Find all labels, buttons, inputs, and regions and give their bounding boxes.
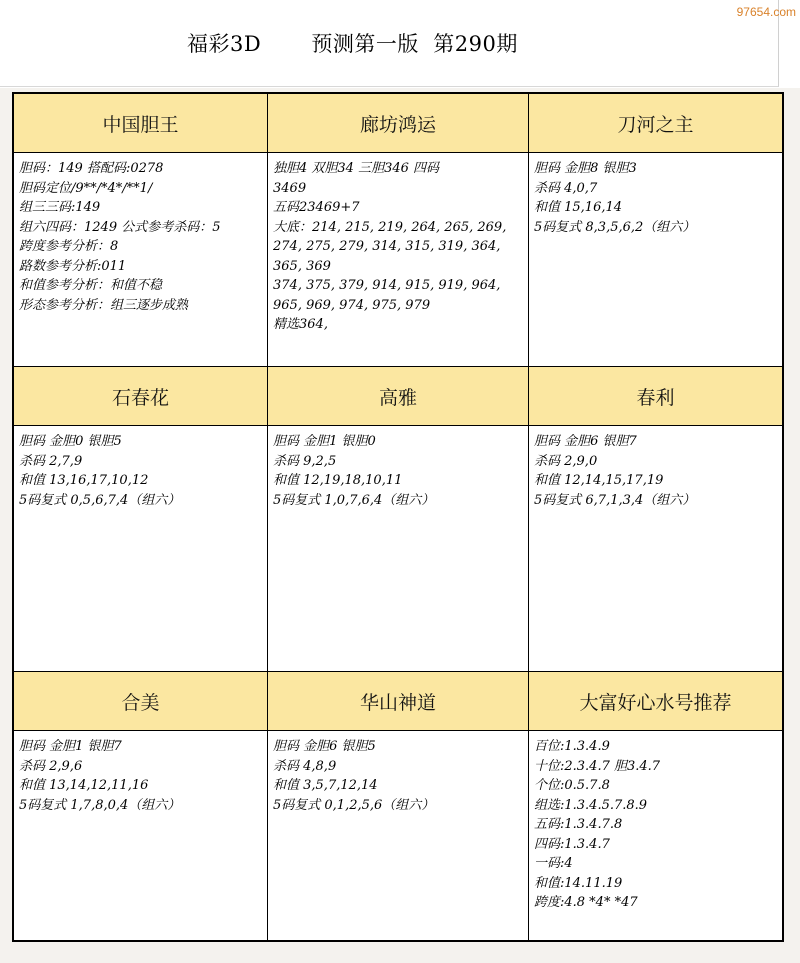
prediction-cell bbox=[268, 367, 529, 672]
prediction-line: 个位:0.5.7.8 bbox=[534, 778, 610, 793]
watermark: 97654.com bbox=[736, 5, 796, 19]
cell-title: 中国胆王 bbox=[14, 94, 267, 153]
prediction-line: 杀码 4,0,7 bbox=[534, 180, 598, 196]
prediction-line: 组选:1.3.4.5.7.8.9 bbox=[534, 797, 648, 813]
prediction-line: 路数参考分析:011 bbox=[19, 258, 127, 274]
prediction-line: 杀码 2,9,6 bbox=[19, 758, 83, 774]
cell-title: 合美 bbox=[14, 672, 267, 731]
prediction-line: 胆码 金胆0 银胆5 bbox=[19, 434, 122, 449]
prediction-line: 五码:1.3.4.7.8 bbox=[534, 817, 623, 832]
prediction-line: 跨度参考分析：8 bbox=[19, 239, 119, 254]
prediction-line: 跨度:4.8 *4* *47 bbox=[534, 895, 638, 910]
prediction-line: 5码复式 8,3,5,6,2（组六） bbox=[534, 219, 696, 235]
cell-body bbox=[529, 426, 782, 510]
prediction-line: 胆码 金胆1 银胆0 bbox=[273, 434, 376, 449]
prediction-line: 大底：214, 215, 219, 264, 265, 269, bbox=[273, 219, 507, 235]
cell-title: 大富好心水号推荐 bbox=[529, 672, 782, 731]
prediction-line: 5码复式 0,1,2,5,6（组六） bbox=[273, 797, 435, 813]
prediction-line: 和值 12,14,15,17,19 bbox=[534, 473, 664, 488]
prediction-line: 杀码 4,8,9 bbox=[273, 758, 337, 774]
prediction-line: 胆码 金胆6 银胆5 bbox=[273, 739, 376, 754]
prediction-line: 5码复式 1,0,7,6,4（组六） bbox=[273, 492, 435, 508]
prediction-line: 一码:4 bbox=[534, 856, 573, 871]
prediction-line: 精选364, bbox=[273, 317, 328, 332]
prediction-cell bbox=[268, 94, 529, 367]
prediction-line: 胆码 金胆6 银胆7 bbox=[534, 434, 637, 449]
cell-body bbox=[529, 731, 782, 913]
cell-title: 石春花 bbox=[14, 367, 267, 426]
prediction-line: 365, 369 bbox=[273, 258, 331, 274]
prediction-line: 和值 15,16,14 bbox=[534, 200, 623, 215]
prediction-line: 965, 969, 974, 975, 979 bbox=[273, 297, 431, 313]
prediction-grid bbox=[12, 92, 784, 942]
prediction-line: 杀码 9,2,5 bbox=[273, 453, 337, 469]
prediction-line: 274, 275, 279, 314, 315, 319, 364, bbox=[273, 239, 501, 254]
header-box bbox=[0, 0, 779, 87]
prediction-line: 和值 13,14,12,11,16 bbox=[19, 778, 149, 793]
cell-title: 华山神道 bbox=[268, 672, 528, 731]
cell-body bbox=[14, 731, 267, 815]
prediction-cell bbox=[14, 94, 268, 367]
prediction-line: 5码复式 0,5,6,7,4（组六） bbox=[19, 492, 181, 508]
prediction-line: 独胆4 双胆34 三胆346 四码 bbox=[273, 161, 440, 176]
cell-body bbox=[268, 731, 528, 815]
prediction-line: 胆码 金胆1 银胆7 bbox=[19, 739, 122, 754]
prediction-line: 组三三码:149 bbox=[19, 200, 101, 215]
prediction-line: 形态参考分析：组三逐步成熟 bbox=[19, 297, 189, 313]
page-title: 福彩3D 预测第一版 第290期 bbox=[187, 32, 518, 56]
prediction-cell bbox=[14, 367, 268, 672]
prediction-cell bbox=[14, 672, 268, 940]
prediction-line: 和值:14.11.19 bbox=[534, 875, 623, 891]
prediction-line: 百位:1.3.4.9 bbox=[534, 739, 610, 754]
cell-title: 刀河之主 bbox=[529, 94, 782, 153]
cell-body bbox=[14, 426, 267, 510]
prediction-line: 杀码 2,9,0 bbox=[534, 453, 598, 469]
prediction-line: 和值 13,16,17,10,12 bbox=[19, 473, 149, 488]
cell-body bbox=[268, 426, 528, 510]
prediction-cell bbox=[529, 672, 782, 940]
prediction-line: 和值 12,19,18,10,11 bbox=[273, 473, 403, 488]
prediction-line: 胆码：149 搭配码:0278 bbox=[19, 161, 164, 176]
prediction-line: 十位:2.3.4.7 胆3.4.7 bbox=[534, 758, 661, 774]
prediction-line: 胆码 金胆8 银胆3 bbox=[534, 161, 637, 176]
cell-body bbox=[529, 153, 782, 237]
prediction-line: 5码复式 1,7,8,0,4（组六） bbox=[19, 797, 181, 813]
cell-title: 春利 bbox=[529, 367, 782, 426]
prediction-line: 胆码定位/9**/*4*/**1/ bbox=[19, 180, 153, 196]
cell-title: 廊坊鸿运 bbox=[268, 94, 528, 153]
prediction-line: 3469 bbox=[273, 180, 307, 196]
prediction-line: 组六四码：1249 公式参考杀码：5 bbox=[19, 219, 221, 235]
cell-title: 高雅 bbox=[268, 367, 528, 426]
prediction-line: 四码:1.3.4.7 bbox=[534, 836, 610, 852]
prediction-line: 和值 3,5,7,12,14 bbox=[273, 778, 378, 793]
cell-body bbox=[14, 153, 267, 315]
prediction-line: 和值参考分析：和值不稳 bbox=[19, 278, 163, 293]
prediction-line: 五码23469+7 bbox=[273, 200, 360, 215]
cell-body bbox=[268, 153, 528, 335]
prediction-line: 374, 375, 379, 914, 915, 919, 964, bbox=[273, 278, 501, 293]
prediction-cell bbox=[529, 94, 782, 367]
prediction-line: 5码复式 6,7,1,3,4（组六） bbox=[534, 492, 696, 508]
prediction-cell bbox=[268, 672, 529, 940]
prediction-line: 杀码 2,7,9 bbox=[19, 453, 83, 469]
prediction-cell bbox=[529, 367, 782, 672]
